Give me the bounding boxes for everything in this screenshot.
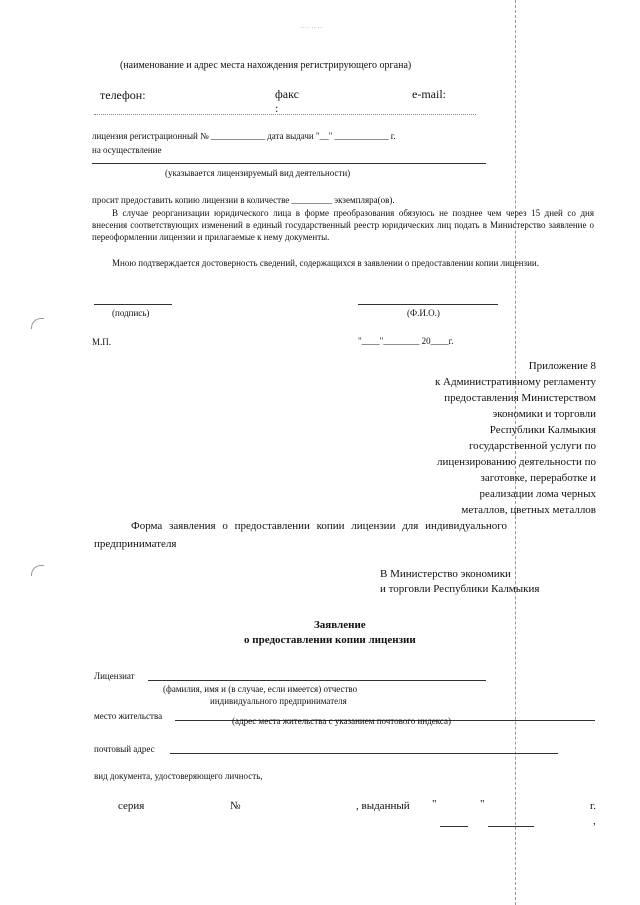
licensee-caption2: индивидуального предпринимателя <box>210 696 347 706</box>
quote-open: " <box>432 798 437 810</box>
appendix-line: государственной услуги по <box>468 440 596 452</box>
appendix-line: Республики Калмыкия <box>489 424 596 436</box>
licensee-label: Лицензиат <box>94 671 135 681</box>
implementation-label: на осуществление <box>92 145 162 155</box>
reorg-text: В случае реорганизации юридического лица в форме преобразования обязуюсь не позднее чем через 15 дней со дня внесения соответствующих изменений в единый государственный реестр юридических лиц подать в Министерство заявление о переоформлении лицензии и прилагаемые к нему документы. <box>92 208 594 242</box>
residence-label: место жительства <box>94 711 163 721</box>
postal-underline[interactable] <box>170 753 558 754</box>
request-text: просит предоставить копию лицензии в количестве _________ экземпляра(ов). <box>92 195 395 205</box>
license-line: лицензия регистрационный № ____________ дата выдачи "__" ____________ г. <box>92 131 396 141</box>
licensee-caption1: (фамилия, имя и (в случае, если имеется) отчество <box>163 684 358 694</box>
trailing-comma: , <box>593 815 596 827</box>
fio-line <box>358 304 498 305</box>
appendix-line: реализации лома черных <box>479 488 596 500</box>
number-label: № <box>230 800 241 812</box>
appendix-line: Приложение 8 <box>528 360 596 372</box>
contact-underline <box>94 114 476 115</box>
fax-label: факс <box>275 87 299 101</box>
stamp-label: М.П. <box>92 337 112 347</box>
month-underline[interactable] <box>488 826 534 827</box>
fax-colon: : <box>275 101 279 115</box>
phone-label: телефон: <box>100 88 146 102</box>
statement-title: Заявление <box>314 619 366 631</box>
residence-caption: (адрес места жительства с указанием почтового индекса) <box>232 716 451 726</box>
statement-subtitle: о предоставлении копии лицензии <box>244 634 416 646</box>
signature-line <box>94 304 172 305</box>
series-label: серия <box>118 800 145 812</box>
scan-mark-top <box>31 318 44 329</box>
id-doc-label: вид документа, удостоверяющего личность, <box>94 771 263 781</box>
authority-caption: (наименование и адрес места нахождения регистрирующего органа) <box>120 60 412 71</box>
year-suffix: г. <box>590 800 597 812</box>
form-title-line2: предпринимателя <box>94 538 177 550</box>
licensee-underline[interactable] <box>148 680 486 681</box>
appendix-line: экономики и торговли <box>492 408 596 420</box>
fio-caption: (Ф.И.О.) <box>407 308 440 318</box>
form-title-line1: Форма заявления о предоставлении копии лицензии для индивидуального <box>131 520 508 532</box>
date-line: "____"________ 20____г. <box>358 336 454 346</box>
appendix-block <box>435 358 596 518</box>
quote-close: " <box>480 798 485 810</box>
addressee-line2: и торговли Республики Калмыкия <box>380 583 540 595</box>
scan-mark-bottom <box>31 565 44 576</box>
appendix-line: лицензированию деятельности по <box>436 456 596 468</box>
appendix-line: заготовке, переработке и <box>480 472 596 484</box>
postal-label: почтовый адрес <box>94 744 155 754</box>
confirm-text: Мною подтверждается достоверность сведений, содержащихся в заявлении о предоставлении копии лицензии. <box>112 258 539 268</box>
day-underline[interactable] <box>440 826 468 827</box>
appendix-line: металлов, цветных металлов <box>461 504 596 516</box>
activity-caption: (указывается лицензируемый вид деятельности) <box>165 168 351 178</box>
issued-label: , выданный <box>356 800 410 812</box>
appendix-line: предоставления Министерством <box>444 392 596 404</box>
activity-underline <box>92 163 486 164</box>
addressee-line1: В Министерство экономики <box>380 568 511 580</box>
signature-caption: (подпись) <box>112 308 150 318</box>
appendix-line: к Административному регламенту <box>434 376 596 388</box>
email-label: e-mail: <box>412 87 446 101</box>
header-noise: ···· ·· ·· <box>300 24 323 32</box>
